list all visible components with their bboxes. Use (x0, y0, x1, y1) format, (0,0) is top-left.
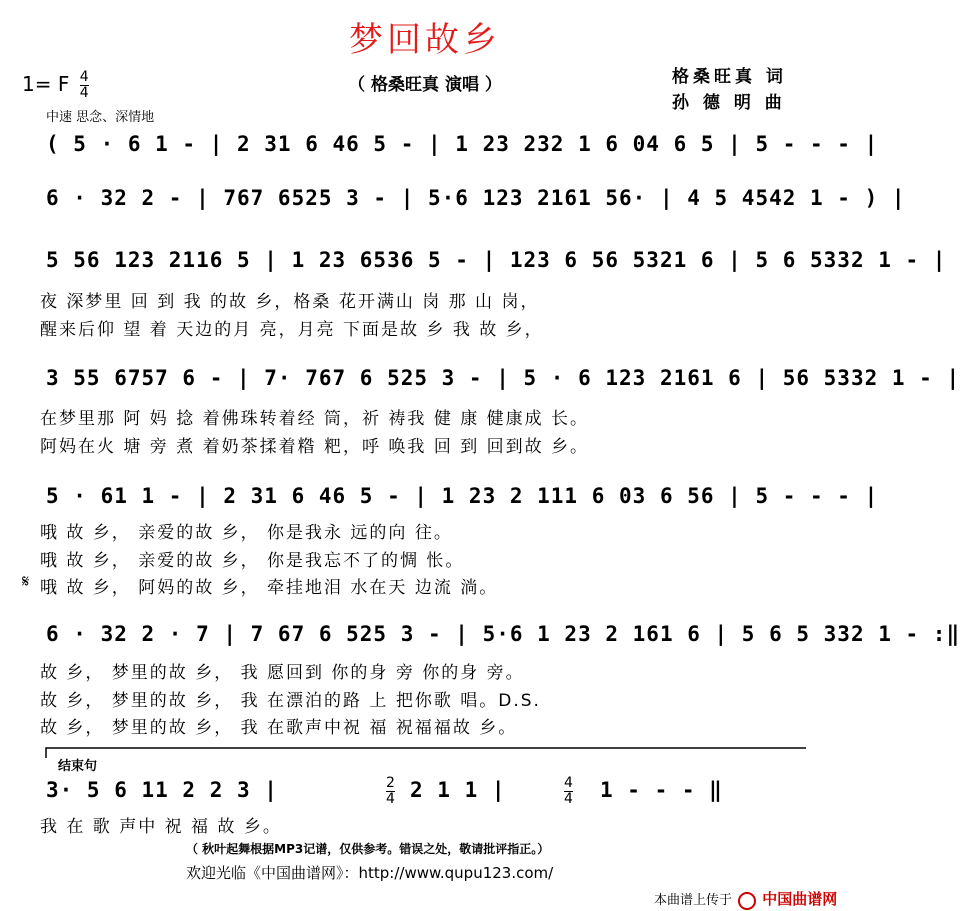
system-3-lyric-1: 夜 深梦里 回 到 我 的故 乡，格桑 花开满山 岗 那 山 岗， (40, 292, 540, 312)
system-4-lyric-1: 在梦里那 阿 妈 捻 着佛珠转着经 筒，祈 祷我 健 康 健康成 长。 (40, 409, 590, 429)
system-4-lyric-2: 阿妈在火 塘 旁 煮 着奶茶揉着糌 粑，呼 唤我 回 到 回到故 乡。 (40, 437, 590, 457)
ending-label: 结束句 (58, 759, 98, 774)
system-5-lyric-1: 哦 故 乡， 亲爱的故 乡， 你是我永 远的向 往。 (40, 523, 453, 543)
system-5-lyric-2: 哦 故 乡， 亲爱的故 乡， 你是我忘不了的惆 怅。 (40, 551, 465, 571)
system-6-lyric-2: 故 乡， 梦里的故 乡， 我 在漂泊的路 上 把你歌 唱。D.S. (40, 691, 541, 711)
ending-ts2-top: 4 (564, 775, 573, 791)
time-sig-bottom: 4 (79, 85, 89, 101)
watermark-logo-icon (738, 892, 756, 910)
transcription-note: （ 秋叶起舞根据MP3记谱，仅供参考。错误之处，敬请批评指正。） (186, 842, 550, 856)
ending-lyric: 我 在 歌 声中 祝 福 故 乡。 (40, 817, 282, 837)
ending-notes: 3· 5 6 11 2 2 3 | (46, 778, 278, 802)
ending-ts-bottom: 4 (386, 791, 395, 807)
system-4-notes: 3 55 6757 6 - | 7· 767 6 525 3 - | 5 · 6 123 2161 6 | 56 5332 1 - | (46, 366, 960, 390)
system-6-lyric-1: 故 乡， 梦里的故 乡， 我 愿回到 你的身 旁 你的身 旁。 (40, 663, 525, 683)
welcome-text: 欢迎光临《中国曲谱网》：http://www.qupu123.com/ (186, 864, 554, 882)
lyricist-credit: 格桑旺真 词 (672, 67, 787, 87)
watermark-site[interactable]: 中国曲谱网 (762, 890, 838, 908)
ending-notes-2: 2 1 1 | (410, 778, 506, 802)
system-6-lyric-3: 故 乡， 梦里的故 乡， 我 在歌声中祝 福 祝福福故 乡。 (40, 718, 518, 738)
segno-sign: 𝄋 (22, 572, 32, 592)
composer-credit: 孙 德 明 曲 (672, 93, 786, 113)
singer-credit: （ 格桑旺真 演唱 ） (348, 75, 502, 95)
system-5-notes: 5 · 61 1 - | 2 31 6 46 5 - | 1 23 2 111 6 03 6 56 | 5 - - - | (46, 484, 879, 508)
system-3-lyric-2: 醒来后仰 望 着 天边的月 亮，月亮 下面是故 乡 我 故 乡， (40, 320, 544, 340)
ending-time-sig-2-4 (386, 776, 395, 807)
song-title: 梦回故乡 (349, 20, 501, 60)
ending-ts2-bottom: 4 (564, 791, 573, 807)
ending-notes-3: 1 - - - ‖ (600, 778, 723, 802)
key-label: 1= F (22, 72, 70, 96)
watermark (654, 888, 837, 910)
ending-time-sig-4-4 (564, 776, 573, 807)
system-6-notes: 6 · 32 2 · 7 | 7 67 6 525 3 - | 5·6 1 23 2 161 6 | 5 6 5 332 1 - :‖ (46, 622, 960, 646)
watermark-prefix: 本曲谱上传于 (654, 893, 733, 908)
tempo-marking: 中速 思念、深情地 (46, 110, 155, 125)
system-1-notes: ( 5 · 6 1 - | 2 31 6 46 5 - | 1 23 232 1 6 04 6 5 | 5 - - - | (46, 132, 879, 156)
system-2-notes: 6 · 32 2 - | 767 6525 3 - | 5·6 123 2161 56· | 4 5 4542 1 - ) | (46, 186, 906, 210)
system-5-lyric-3: 哦 故 乡， 阿妈的故 乡， 牵挂地泪 水在天 边流 淌。 (40, 578, 499, 598)
time-sig-top: 4 (79, 69, 89, 85)
ending-ts-top: 2 (386, 775, 395, 791)
system-3-notes: 5 56 123 2116 5 | 1 23 6536 5 - | 123 6 56 5321 6 | 5 6 5332 1 - | (46, 248, 947, 272)
